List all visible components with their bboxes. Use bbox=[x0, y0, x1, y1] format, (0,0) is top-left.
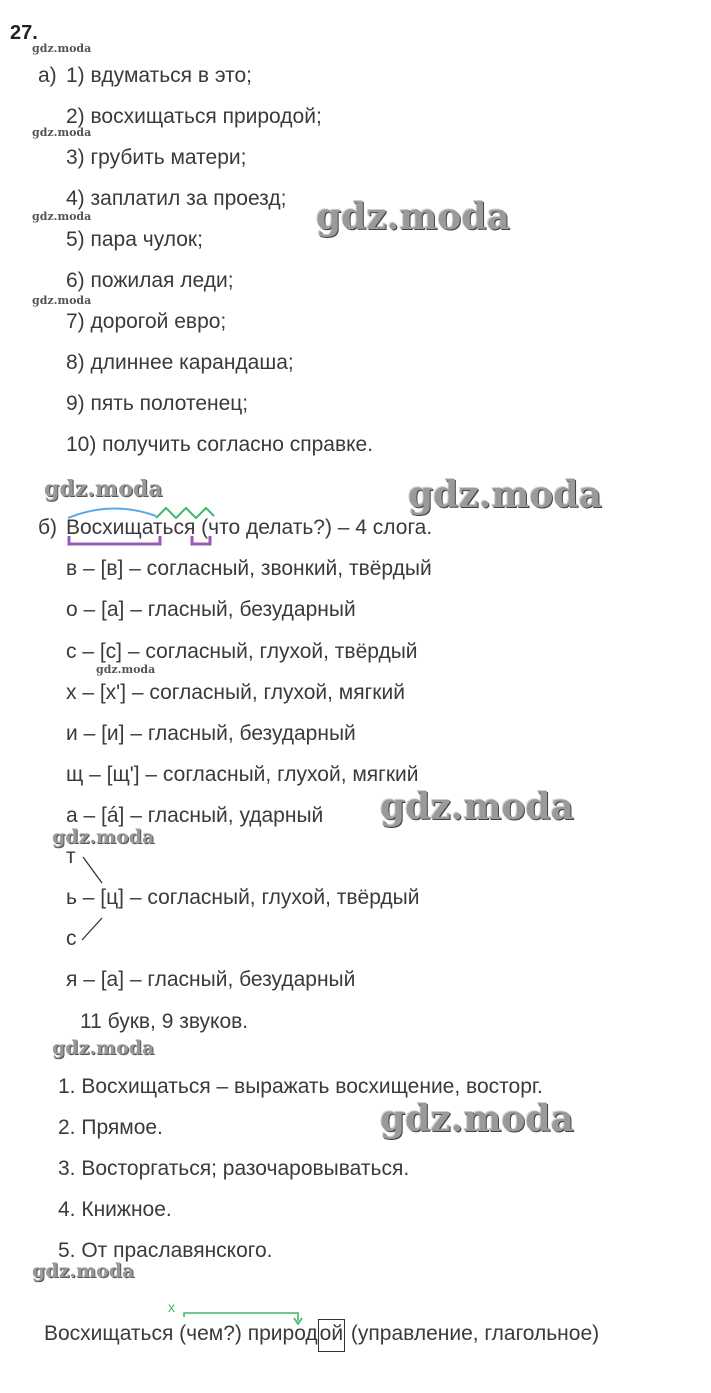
ts-bracket-bottom bbox=[82, 918, 102, 940]
letters-sounds-summary: 11 букв, 9 звуков. bbox=[80, 1010, 249, 1033]
watermark: gdz.moda bbox=[32, 1260, 135, 1282]
phonetic-row: х – [х'] – согласный, глухой, мягкий bbox=[66, 681, 405, 704]
phonetic-letter-t: т bbox=[66, 845, 76, 868]
watermark: gdz.moda bbox=[32, 42, 92, 55]
watermark: gdz.moda bbox=[96, 663, 156, 676]
word-description: (что делать?) – 4 слога. bbox=[195, 516, 433, 539]
root-arc bbox=[68, 508, 156, 518]
phonetic-row: и – [и] – гласный, безударный bbox=[66, 722, 356, 745]
phonetic-row: я – [а] – гласный, безударный bbox=[66, 968, 356, 991]
answer-item: 3. Восторгаться; разочаровываться. bbox=[58, 1157, 410, 1180]
list-item: 4) заплатил за проезд; bbox=[66, 187, 287, 210]
phrase-type: (управление, глагольное) bbox=[345, 1322, 600, 1345]
watermark: gdz.moda bbox=[408, 474, 602, 516]
list-item: 8) длиннее карандаша; bbox=[66, 351, 294, 374]
list-item: 5) пара чулок; bbox=[66, 228, 203, 251]
task-number: 27. bbox=[10, 22, 38, 44]
phonetic-row: ь – [ц] – согласный, глухой, твёрдый bbox=[66, 886, 420, 909]
watermark: gdz.moda bbox=[380, 1098, 574, 1140]
suffix-mark bbox=[156, 508, 214, 518]
list-item: 7) дорогой евро; bbox=[66, 310, 227, 333]
connection-line bbox=[184, 1313, 298, 1321]
answer-item: 5. От праславянского. bbox=[58, 1239, 273, 1262]
watermark: gdz.moda bbox=[380, 786, 574, 828]
phonetic-row: а – [á] – гласный, ударный bbox=[66, 804, 324, 827]
answer-item: 2. Прямое. bbox=[58, 1116, 163, 1139]
phonetic-row: о – [а] – гласный, безударный bbox=[66, 598, 356, 621]
phrase-analysis bbox=[44, 1322, 599, 1346]
phonetic-letter-s: с bbox=[66, 927, 77, 950]
watermark: gdz.moda bbox=[52, 826, 155, 848]
answer-item: 4. Книжное. bbox=[58, 1198, 172, 1221]
main-word-mark: х bbox=[168, 1299, 175, 1315]
watermark: gdz.moda bbox=[316, 196, 510, 238]
watermark: gdz.moda bbox=[32, 294, 92, 307]
part-b-label: б) bbox=[38, 516, 58, 539]
list-item: 6) пожилая леди; bbox=[66, 269, 234, 292]
phonetic-row: в – [в] – согласный, звонкий, твёрдый bbox=[66, 557, 432, 580]
analyzed-word: Восхищаться bbox=[66, 516, 196, 539]
watermark: gdz.moda bbox=[44, 476, 163, 502]
watermark: gdz.moda bbox=[32, 126, 92, 139]
stem-bracket bbox=[69, 536, 160, 544]
phonetic-row: с – [с] – согласный, глухой, твёрдый bbox=[66, 640, 418, 663]
watermark: gdz.moda bbox=[52, 1037, 155, 1059]
postfix-bracket bbox=[192, 536, 210, 544]
list-item: 2) восхищаться природой; bbox=[66, 105, 322, 128]
phonetic-row: щ – [щ'] – согласный, глухой, мягкий bbox=[66, 763, 419, 786]
list-item: 1) вдуматься в это; bbox=[66, 64, 253, 87]
phrase-main: Восхищаться (чем?) природ bbox=[44, 1322, 318, 1345]
list-item: 10) получить согласно справке. bbox=[66, 433, 374, 456]
list-item: 3) грубить матери; bbox=[66, 146, 247, 169]
part-a-label: а) bbox=[38, 64, 57, 87]
ts-bracket-top bbox=[83, 857, 102, 883]
list-item: 9) пять полотенец; bbox=[66, 392, 249, 415]
answer-item: 1. Восхищаться – выражать восхищение, восторг. bbox=[58, 1075, 543, 1098]
watermark: gdz.moda bbox=[32, 210, 92, 223]
ending-box: ой bbox=[318, 1319, 345, 1352]
